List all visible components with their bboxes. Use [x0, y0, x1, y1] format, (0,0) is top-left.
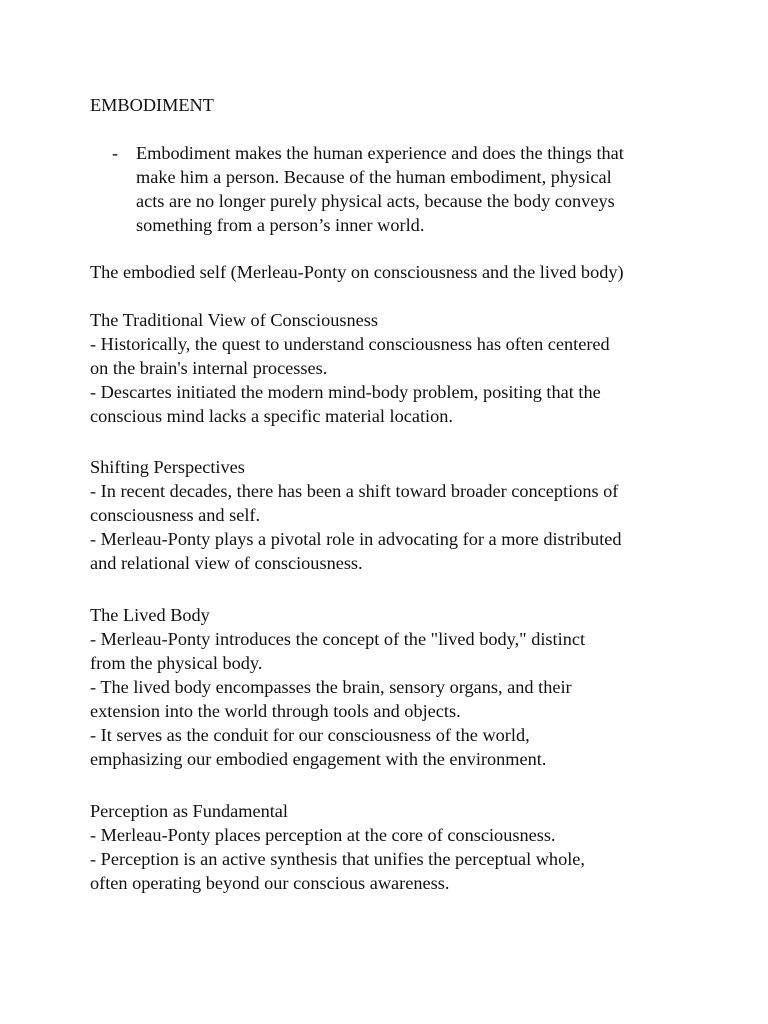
embodied-self-heading	[90, 260, 710, 284]
section-line: from the physical body.	[90, 653, 263, 673]
section-heading: The Lived Body	[90, 605, 210, 625]
section-line: - The lived body encompasses the brain, sensory organs, and their	[90, 677, 572, 697]
document-title	[90, 93, 710, 117]
section-line: - Perception is an active synthesis that unifies the perceptual whole,	[90, 849, 585, 869]
paragraph-line: acts are no longer purely physical acts, because the body conveys	[136, 191, 615, 211]
section-line: - Descartes initiated the modern mind-body problem, positing that the	[90, 382, 601, 402]
section-line: on the brain's internal processes.	[90, 358, 328, 378]
section-line: - Merleau-Ponty introduces the concept of the "lived body," distinct	[90, 629, 586, 649]
section-line: often operating beyond our conscious awareness.	[90, 873, 450, 893]
paragraph-line: something from a person’s inner world.	[136, 215, 425, 235]
section-heading: Shifting Perspectives	[90, 457, 245, 477]
section-shifting-perspectives	[90, 455, 710, 575]
section-traditional-view	[90, 308, 710, 428]
section-line: consciousness and self.	[90, 505, 261, 525]
section-line: - Merleau-Ponty places perception at the core of consciousness.	[90, 825, 556, 845]
paragraph-line: Embodiment makes the human experience and does the things that	[136, 143, 624, 163]
section-line: and relational view of consciousness.	[90, 553, 363, 573]
section-line: - It serves as the conduit for our consciousness of the world,	[90, 725, 530, 745]
section-line: - In recent decades, there has been a shift toward broader conceptions of	[90, 481, 619, 501]
section-line: - Merleau-Ponty plays a pivotal role in advocating for a more distributed	[90, 529, 622, 549]
heading-text: The embodied self (Merleau-Ponty on consciousness and the lived body)	[90, 262, 624, 282]
section-line: - Historically, the quest to understand consciousness has often centered	[90, 334, 610, 354]
section-heading: The Traditional View of Consciousness	[90, 310, 379, 330]
section-line: extension into the world through tools and objects.	[90, 701, 461, 721]
section-heading: Perception as Fundamental	[90, 801, 288, 821]
bullet-dash: -	[112, 143, 119, 163]
section-line: conscious mind lacks a specific material location.	[90, 406, 453, 426]
title-text: EMBODIMENT	[90, 95, 214, 115]
section-line: emphasizing our embodied engagement with the environment.	[90, 749, 547, 769]
section-perception	[90, 799, 710, 895]
paragraph-line: make him a person. Because of the human embodiment, physical	[136, 167, 612, 187]
section-lived-body	[90, 603, 710, 771]
bullet-paragraph	[136, 141, 696, 237]
